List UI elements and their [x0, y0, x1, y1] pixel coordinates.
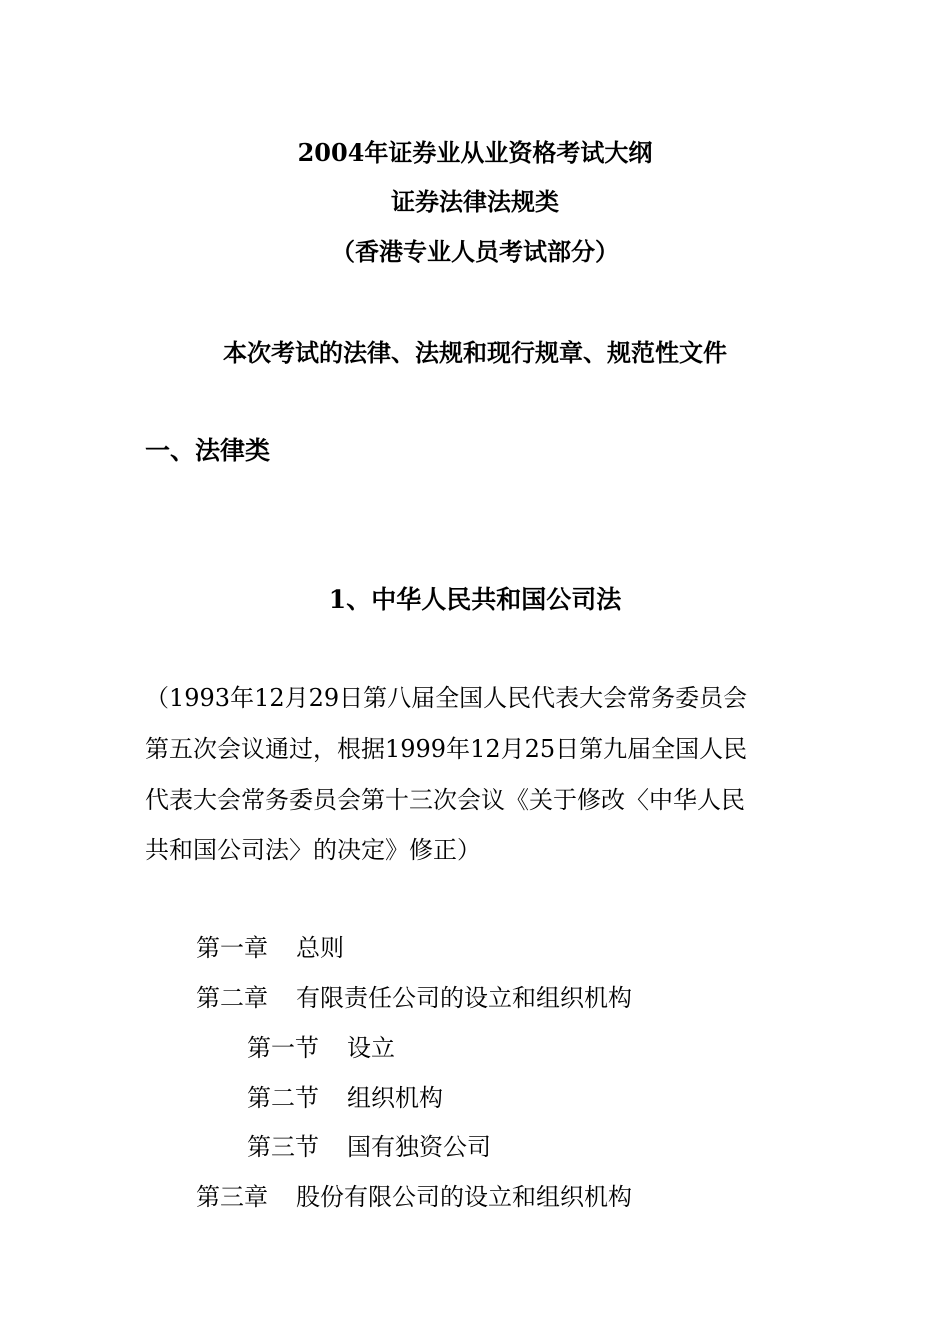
- toc-title: 有限责任公司的设立和组织机构: [296, 984, 632, 1012]
- toc-item: [196, 986, 632, 1010]
- toc-label: 第二章: [196, 984, 268, 1012]
- toc-title: 设立: [347, 1034, 395, 1062]
- law-note-line: 共和国公司法〉的决定》修正）: [145, 836, 481, 864]
- toc-item: [196, 1185, 632, 1209]
- law-note: [145, 686, 815, 866]
- toc-item: [247, 1036, 395, 1060]
- law-title: 1、中华人民共和国公司法: [328, 585, 622, 614]
- toc-title: 国有独资公司: [347, 1133, 491, 1161]
- toc-label: 第二节: [247, 1084, 319, 1112]
- document-subtitle: 本次考试的法律、法规和现行规章、规范性文件: [223, 338, 727, 367]
- toc-item: [196, 936, 344, 960]
- document-category-title: 证券法律法规类: [391, 187, 559, 216]
- toc-title: 总则: [296, 934, 344, 962]
- category-heading: 一、法律类: [145, 436, 271, 465]
- toc-label: 第三章: [196, 1183, 268, 1211]
- law-note-line: 代表大会常务委员会第十三次会议《关于修改〈中华人民: [145, 786, 745, 814]
- toc-title: 组织机构: [347, 1084, 443, 1112]
- document-scope-title: （香港专业人员考试部分）: [331, 237, 619, 266]
- toc-label: 第一章: [196, 934, 268, 962]
- toc-label: 第三节: [247, 1133, 319, 1161]
- document-title: 2004年证券业从业资格考试大纲: [297, 138, 653, 167]
- toc-label: 第一节: [247, 1034, 319, 1062]
- toc-item: [247, 1086, 443, 1110]
- toc-item: [247, 1135, 491, 1159]
- law-note-line: 第五次会议通过，根据1999年12月25日第九届全国人民: [145, 735, 748, 763]
- law-note-line: （1993年12月29日第八届全国人民代表大会常务委员会: [145, 684, 748, 712]
- toc-title: 股份有限公司的设立和组织机构: [296, 1183, 632, 1211]
